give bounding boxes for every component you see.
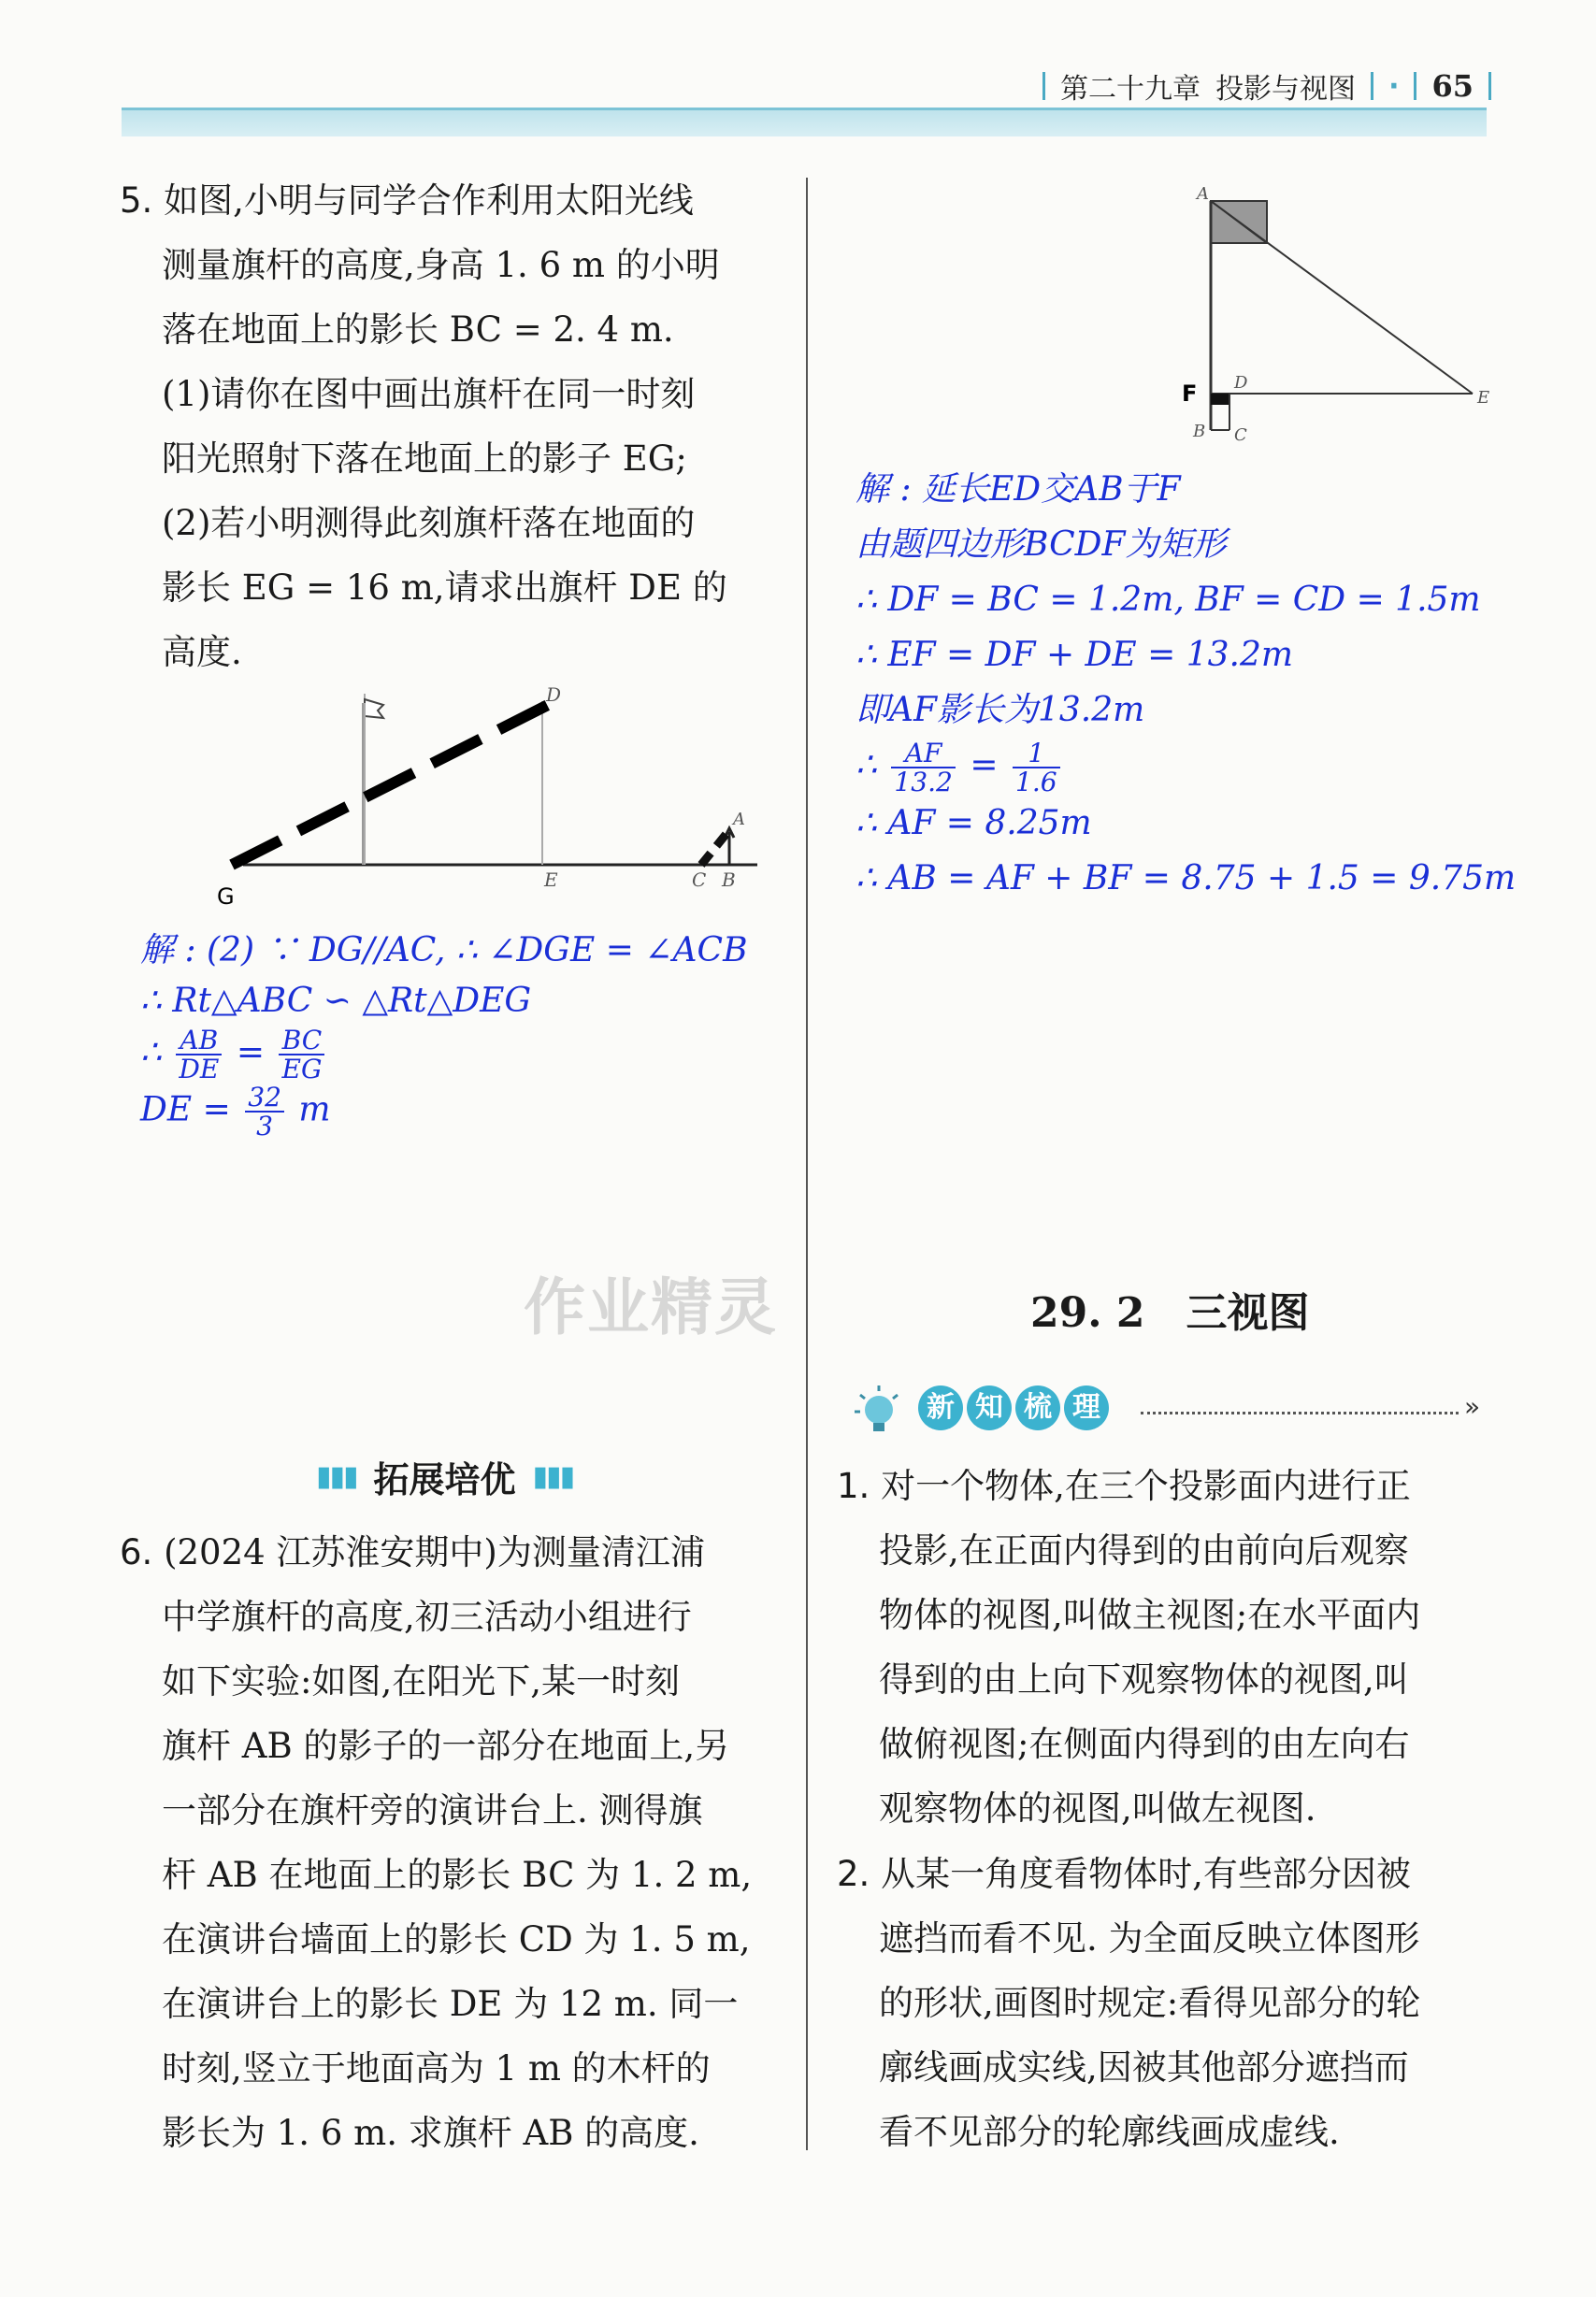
- knowledge-point-1: [837, 1454, 1510, 1841]
- problem-line: 如下实验:如图,在阳光下,某一时刻: [162, 1661, 680, 1701]
- page-number: 65: [1431, 68, 1474, 104]
- problem-line: 中学旗杆的高度,初三活动小组进行: [162, 1597, 692, 1637]
- solution-line: 由题四边形BCDF为矩形: [856, 525, 1227, 564]
- numerator: 1: [1013, 739, 1060, 768]
- point-line: 廓线画成实线,因被其他部分遮挡而: [879, 2047, 1409, 2088]
- label-a: A: [733, 810, 745, 829]
- solution-line: ∴ EF = DF + DE = 13.2m: [856, 636, 1294, 674]
- point-line: 看不见部分的轮廓线画成虚线.: [879, 2112, 1340, 2152]
- new-knowledge-banner: [840, 1374, 1494, 1449]
- header-bar: [1414, 72, 1416, 100]
- dg-sunray-line: [232, 703, 552, 865]
- point-line: 得到的由上向下观察物体的视图,叫: [879, 1659, 1409, 1700]
- flag-icon: [365, 699, 383, 718]
- label-d: D: [1234, 373, 1248, 393]
- page-header: [0, 56, 1596, 150]
- point-line: 物体的视图,叫做主视图;在水平面内: [879, 1595, 1421, 1635]
- point-line: 投影,在正面内得到的由前向后观察: [879, 1530, 1409, 1571]
- label-e: E: [1477, 388, 1490, 408]
- section-extension-title: 拓展培优: [373, 1459, 516, 1500]
- point-line: 对一个物体,在三个投影面内进行正: [881, 1466, 1411, 1506]
- problem-line: 时刻,竖立于地面高为 1 m 的木杆的: [162, 2048, 711, 2089]
- double-arrow-icon: »: [1464, 1391, 1481, 1422]
- ac-shadow-line: [701, 830, 729, 865]
- problem-line: (2)若小明测得此刻旗杆落在地面的: [162, 503, 696, 543]
- solution-line: 解 : 延长ED交AB于F: [856, 470, 1181, 509]
- problem-line: 杆 AB 在地面上的影长 BC 为 1. 2 m,: [162, 1855, 753, 1895]
- therefore-symbol: ∴: [856, 746, 877, 784]
- label-c: C: [1234, 425, 1247, 444]
- figure-6: [1159, 173, 1515, 444]
- problem-line: 高度.: [162, 632, 242, 672]
- header-band: [122, 110, 1487, 136]
- lightbulb-icon: [853, 1384, 901, 1438]
- problem-number: 6.: [120, 1532, 153, 1572]
- solution-line: 解 : (2) ∵ DG//AC, ∴ ∠DGE = ∠ACB: [140, 931, 748, 969]
- solution-line: ∴ AB = AF + BF = 8.75 + 1.5 = 9.75m: [856, 859, 1517, 898]
- banner-char: 梳: [1015, 1385, 1060, 1430]
- figure-5: [178, 682, 767, 916]
- dotted-rule: [1141, 1412, 1459, 1414]
- expr: DE =: [140, 1090, 231, 1129]
- chapter-label: 第二十九章: [1060, 73, 1201, 106]
- label-b: B: [722, 869, 736, 891]
- problem-line: (2024 江苏淮安期中)为测量清江浦: [164, 1532, 705, 1572]
- header-bar: [1042, 72, 1045, 100]
- header-dot: ·: [1388, 69, 1400, 103]
- point-line: 的形状,画图时规定:看得见部分的轮: [879, 1983, 1421, 2023]
- section-extension: [316, 1451, 573, 1502]
- section-title: 29. 2 三视图: [1030, 1289, 1310, 1337]
- problem-5: [120, 168, 793, 684]
- header-bar: [1488, 72, 1491, 100]
- fraction: [245, 1081, 284, 1142]
- label-d: D: [546, 683, 562, 706]
- denominator: 13.2: [894, 767, 953, 797]
- fraction: [176, 1026, 222, 1084]
- solution-line: ∴ AF = 8.25m: [856, 804, 1092, 843]
- point-line: 观察物体的视图,叫做左视图.: [879, 1788, 1316, 1829]
- denominator: DE: [179, 1054, 220, 1085]
- label-e: E: [544, 869, 558, 891]
- banner-char: 理: [1064, 1385, 1109, 1430]
- label-c: C: [692, 869, 707, 891]
- solution-5: [140, 926, 748, 1141]
- denominator: EG: [281, 1054, 323, 1085]
- denominator: 3: [256, 1111, 273, 1142]
- problem-line: 旗杆 AB 的影子的一部分在地面上,另: [162, 1726, 730, 1766]
- knowledge-point-2: [837, 1842, 1510, 2164]
- solution-6: [856, 462, 1516, 906]
- solution-line: 即AF影长为13.2m: [856, 691, 1145, 729]
- banner-char: 知: [967, 1385, 1012, 1430]
- point-line: 遮挡而看不见. 为全面反映立体图形: [879, 1918, 1420, 1959]
- solution-line: ∴ Rt△ABC ∽ △Rt△DEG: [140, 982, 532, 1020]
- point-number: 2.: [837, 1854, 870, 1894]
- unit: m: [298, 1090, 331, 1129]
- solution-line: [856, 738, 1516, 796]
- problem-line: 影长为 1. 6 m. 求旗杆 AB 的高度.: [162, 2113, 699, 2153]
- problem-line: 阳光照射下落在地面上的影子 EG;: [162, 438, 687, 479]
- label-a: A: [1197, 184, 1209, 204]
- banner-title: [918, 1385, 1109, 1430]
- problem-6: [120, 1520, 793, 2165]
- fraction: [1013, 739, 1060, 797]
- header-bar: [1371, 72, 1373, 100]
- chapter-title: 投影与视图: [1215, 73, 1357, 106]
- equals-sign: =: [970, 746, 999, 784]
- decor-bars-icon: ▮▮▮: [316, 1460, 357, 1493]
- solution-line: [140, 1026, 748, 1084]
- sunray-ae: [1211, 201, 1473, 394]
- label-b: B: [1193, 422, 1206, 441]
- decor-bars-icon: ▮▮▮: [532, 1460, 574, 1493]
- solution-line: [140, 1081, 748, 1142]
- therefore-symbol: ∴: [140, 1033, 162, 1072]
- label-g: G: [217, 883, 235, 910]
- problem-line: 影长 EG = 16 m,请求出旗杆 DE 的: [162, 567, 727, 608]
- problem-line: 如图,小明与同学合作利用太阳光线: [164, 180, 694, 221]
- problem-number: 5.: [120, 180, 153, 221]
- numerator: BC: [279, 1026, 324, 1055]
- watermark: 作业精灵: [524, 1271, 778, 1343]
- numerator: AB: [176, 1026, 222, 1055]
- denominator: 1.6: [1014, 767, 1057, 797]
- header-text: [1042, 65, 1491, 107]
- column-divider: [806, 178, 808, 2150]
- fraction: [279, 1026, 324, 1084]
- problem-line: 在演讲台墙面上的影长 CD 为 1. 5 m,: [162, 1919, 751, 1960]
- problem-line: 一部分在旗杆旁的演讲台上. 测得旗: [162, 1790, 703, 1830]
- banner-char: 新: [918, 1385, 963, 1430]
- numerator: AF: [891, 739, 956, 768]
- problem-line: 落在地面上的影长 BC = 2. 4 m.: [162, 309, 674, 350]
- point-line: 从某一角度看物体时,有些部分因被: [881, 1854, 1411, 1894]
- point-number: 1.: [837, 1466, 870, 1506]
- label-f: F: [1182, 380, 1198, 407]
- point-line: 做俯视图;在侧面内得到的由左向右: [879, 1724, 1410, 1764]
- problem-line: (1)请你在图中画出旗杆在同一时刻: [162, 374, 696, 414]
- podium-block: [1211, 394, 1229, 405]
- problem-line: 测量旗杆的高度,身高 1. 6 m 的小明: [162, 245, 720, 285]
- equals-sign: =: [236, 1033, 265, 1072]
- fraction: [891, 739, 956, 797]
- numerator: 32: [245, 1084, 284, 1113]
- solution-line: ∴ DF = BC = 1.2m, BF = CD = 1.5m: [856, 581, 1481, 619]
- problem-line: 在演讲台上的影长 DE 为 12 m. 同一: [162, 1984, 739, 2024]
